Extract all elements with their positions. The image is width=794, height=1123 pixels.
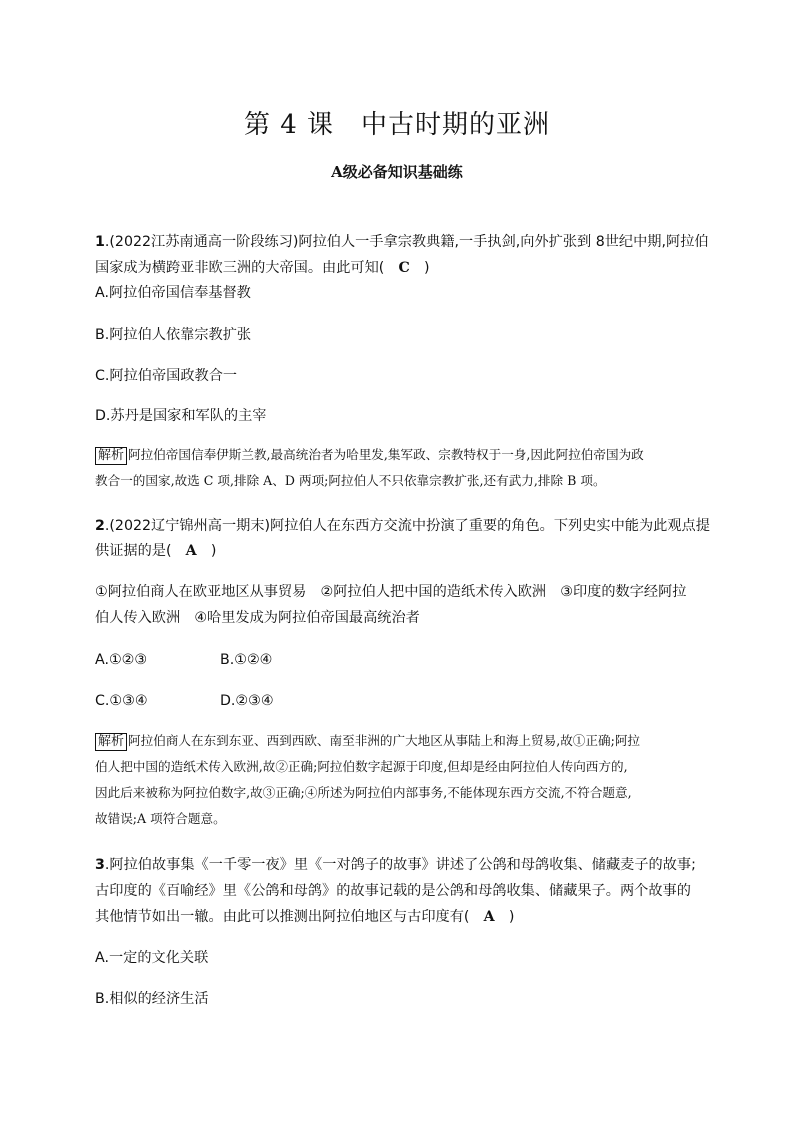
- q1-analysis-line2: 教合一的国家,故选 C 项,排除 A、D 两项;阿拉伯人不只依靠宗教扩张,还有武力,排除 B 项。: [95, 473, 606, 488]
- q2-analysis-line1: [95, 731, 640, 751]
- q2-option-a[interactable]: A.①②③: [95, 652, 148, 668]
- q3-option-a[interactable]: A.一定的文化关联: [95, 950, 209, 966]
- q2-number: 2: [95, 518, 105, 534]
- q1-option-d[interactable]: D.苏丹是国家和军队的主宰: [95, 408, 267, 424]
- q3-stem-line1: [95, 855, 696, 875]
- q2-option-b[interactable]: B.①②④: [220, 652, 273, 668]
- q1-analysis-line1: [95, 445, 644, 465]
- q2-analysis-text1: 阿拉伯商人在东到东亚、西到西欧、南至非洲的广大地区从事陆上和海上贸易,故①正确;阿拉: [128, 733, 641, 748]
- q1-number: 1: [95, 234, 105, 250]
- q3-stem-close: ): [494, 909, 515, 925]
- lesson-title: 第 4 课 中古时期的亚洲: [243, 110, 551, 140]
- q2-option-d[interactable]: D.②③④: [220, 693, 274, 709]
- q3-stem-line3: [95, 907, 514, 927]
- q1-answer: C: [398, 260, 410, 276]
- q3-option-b[interactable]: B.相似的经济生活: [95, 991, 209, 1007]
- q1-analysis-text1: 阿拉伯帝国信奉伊斯兰教,最高统治者为哈里发,集军政、宗教特权于一身,因此阿拉伯帝国为政: [128, 447, 644, 462]
- q1-stem-text2: 国家成为横跨亚非欧三洲的大帝国。由此可知(: [95, 260, 399, 276]
- q1-option-a[interactable]: A.阿拉伯帝国信奉基督教: [95, 285, 251, 301]
- q2-stem-line2: [95, 541, 216, 561]
- q2-analysis-line2: 伯人把中国的造纸术传入欧洲,故②正确;阿拉伯数字起源于印度,但却是经由阿拉伯人传向西方的,: [95, 759, 628, 774]
- q2-analysis-line3: 因此后来被称为阿拉伯数字,故③正确;④所述为阿拉伯内部事务,不能体现东西方交流,不符合题意,: [95, 785, 632, 800]
- q1-option-c[interactable]: C.阿拉伯帝国政教合一: [95, 368, 238, 384]
- q3-number: 3: [95, 857, 105, 873]
- q3-stem-line2: 古印度的《百喻经》里《公鸽和母鸽》的故事记载的是公鸽和母鸽收集、储藏果子。两个故事的: [95, 883, 691, 899]
- q2-stem-text2: 供证据的是(: [95, 543, 186, 559]
- q1-stem-line2: [95, 258, 430, 278]
- analysis-label: 解析: [95, 447, 127, 465]
- q3-stem-text3: 其他情节如出一辙。由此可以推测出阿拉伯地区与古印度有(: [95, 909, 484, 925]
- q2-answer: A: [185, 543, 197, 559]
- section-heading: A级必备知识基础练: [331, 163, 463, 181]
- q1-stem-close: ): [409, 260, 430, 276]
- q3-answer: A: [483, 909, 495, 925]
- q2-statements-line1: ①阿拉伯商人在欧亚地区从事贸易 ②阿拉伯人把中国的造纸术传入欧洲 ③印度的数字经阿拉: [95, 584, 687, 600]
- q3-stem-text1: .阿拉伯故事集《一千零一夜》里《一对鸽子的故事》讲述了公鸽和母鸽收集、储藏麦子的故事;: [104, 857, 696, 873]
- analysis-label: 解析: [95, 733, 127, 751]
- q2-analysis-line4: 故错误;A 项符合题意。: [95, 811, 226, 826]
- q1-stem-text1: .(2022江苏南通高一阶段练习)阿拉伯人一手拿宗教典籍,一手执剑,向外扩张到 8世纪中期,阿拉伯: [104, 234, 709, 250]
- q2-stem-text1: .(2022辽宁锦州高一期末)阿拉伯人在东西方交流中扮演了重要的角色。下列史实中能为此观点提: [104, 518, 710, 534]
- q2-statements-line2: 伯人传入欧洲 ④哈里发成为阿拉伯帝国最高统治者: [95, 610, 420, 626]
- q2-stem-line1: [95, 516, 710, 536]
- q1-stem-line1: [95, 232, 709, 252]
- q2-stem-close: ): [196, 543, 217, 559]
- q2-option-c[interactable]: C.①③④: [95, 693, 148, 709]
- q1-option-b[interactable]: B.阿拉伯人依靠宗教扩张: [95, 327, 252, 343]
